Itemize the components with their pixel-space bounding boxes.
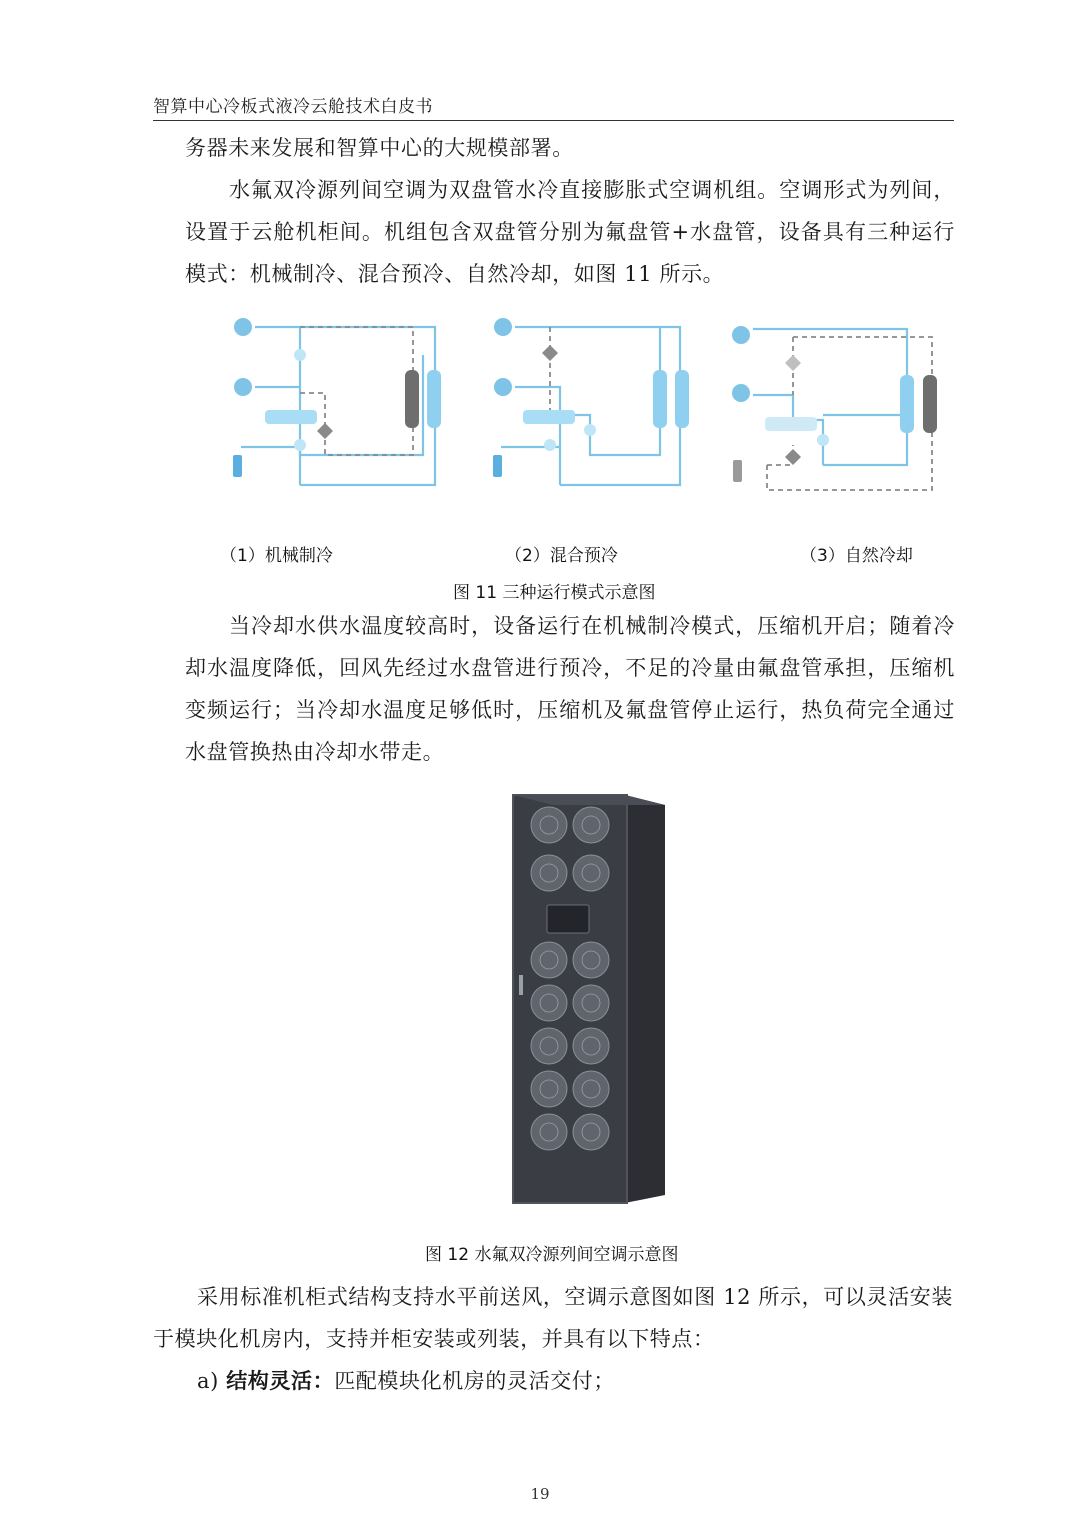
header-rule [153,120,954,121]
paragraph-features: 采用标准机柜式结构支持水平前送风，空调示意图如图 12 所示，可以灵活安装于模块化机房内，支持并柜安装或列装，并具有以下特点： [153,1285,953,1351]
paragraph-dual-coil: 水氟双冷源列间空调为双盘管水冷直接膨胀式空调机组。空调形式为列间，设置于云舱机柜间。机组包含双盘管分别为氟盘管+水盘管，设备具有三种运行模式：机械制冷、混合预冷、自然冷却，如图 11 所示。 [185,178,955,286]
diagram-hybrid-precooling [485,315,710,495]
diagram-mechanical-cooling [225,315,450,495]
list-item-a-text: 匹配模块化机房的灵活交付； [334,1369,616,1393]
sublabel-mechanical-cooling: （1）机械制冷 [220,546,333,566]
cabinet-illustration [505,785,675,1205]
list-item-a [197,1360,957,1402]
paragraph-continuation: 务器未来发展和智算中心的大规模部署。 [185,136,574,160]
diagram-natural-cooling [727,315,952,495]
paragraph-operating-modes: 当冷却水供水温度较高时，设备运行在机械制冷模式，压缩机开启；随着冷却水温度降低，回风先经过水盘管进行预冷，不足的冷量由氟盘管承担，压缩机变频运行；当冷却水温度足够低时，压缩机及氟盘管停止运行，热负荷完全通过水盘管换热由冷却水带走。 [185,614,955,764]
sublabel-hybrid-precooling: （2）混合预冷 [505,546,618,566]
page-number: 19 [530,1485,550,1503]
sublabel-natural-cooling: （3）自然冷却 [800,546,913,566]
list-item-a-marker: a) [197,1369,227,1393]
figure-12-caption: 图 12 水氟双冷源列间空调示意图 [425,1245,679,1265]
figure-11-caption: 图 11 三种运行模式示意图 [453,583,656,603]
running-header: 智算中心冷板式液冷云舱技术白皮书 [153,97,433,117]
list-item-a-title: 结构灵活： [226,1369,335,1393]
